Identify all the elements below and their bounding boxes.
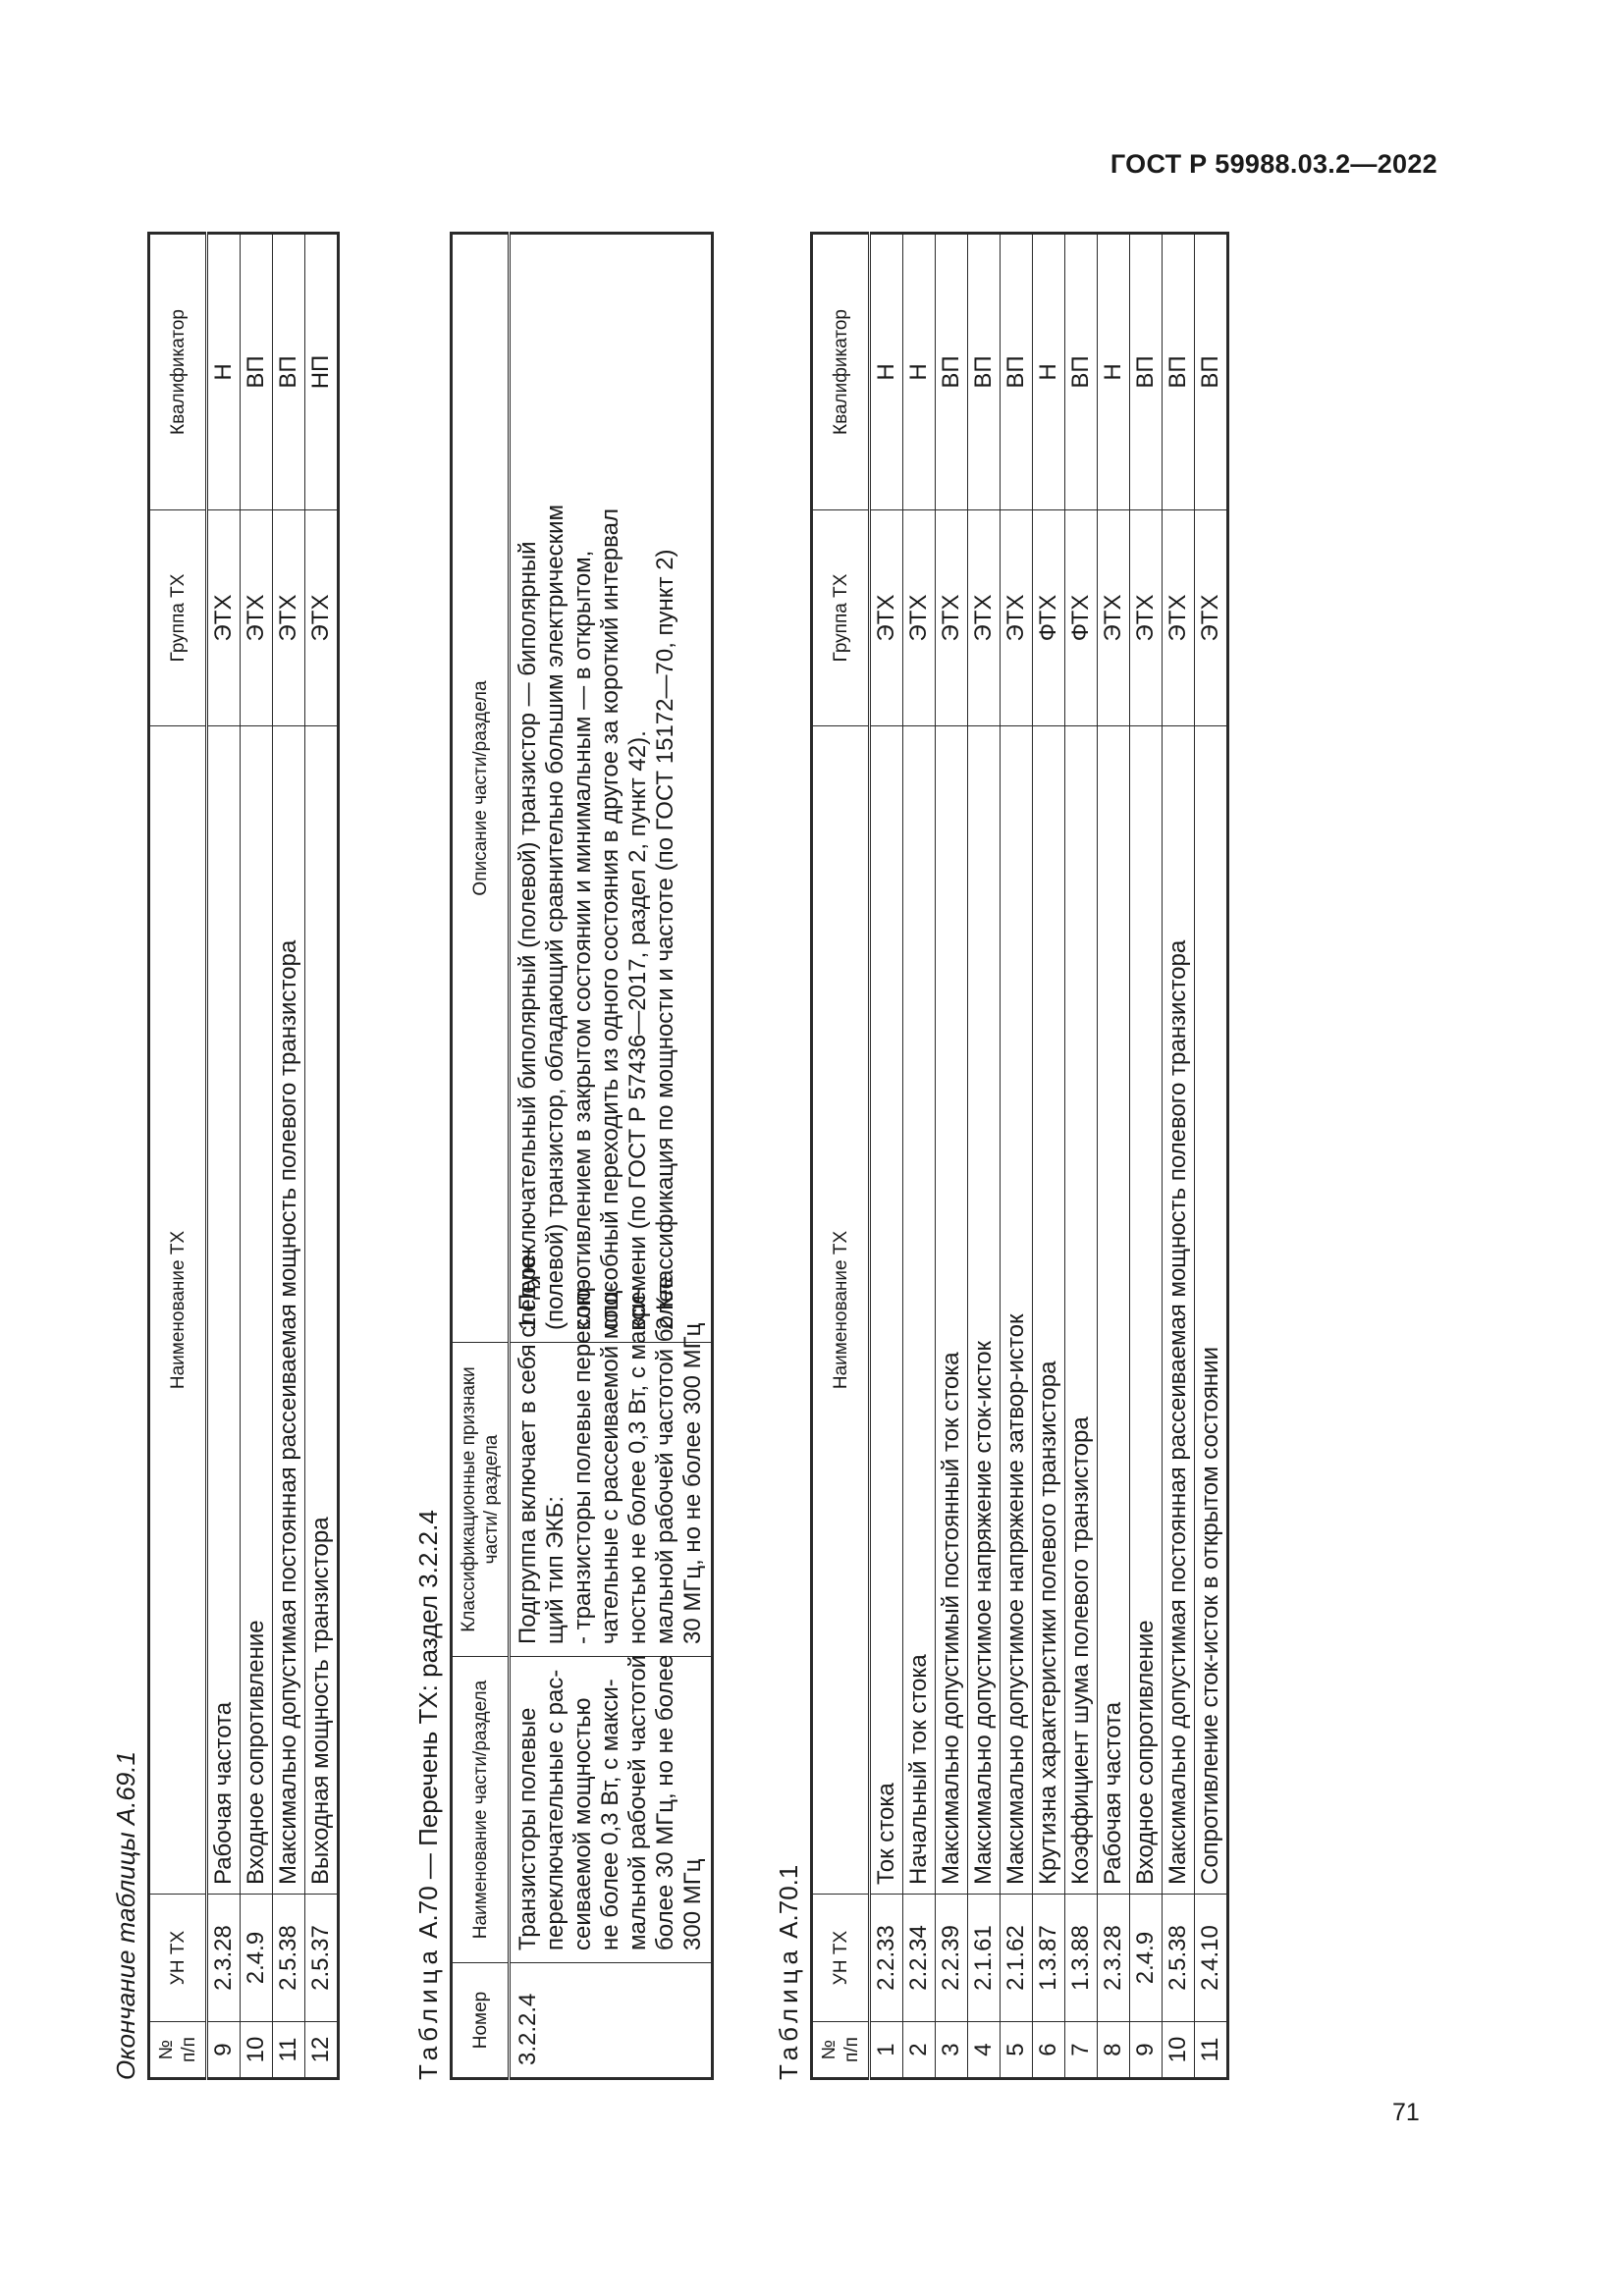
table-a70-1-caption: Таблица А.70.1 <box>774 1864 803 2080</box>
cell-group: ЭТХ <box>241 510 273 726</box>
text-line: 1 Переключательный биполярный (полевой) транзистор — биполярный <box>514 541 541 1330</box>
cell-qualifier: ВП <box>241 234 273 510</box>
text-line: 2 Классификация по мощности и частоте (по ГОСТ 15172—70, пункт 2) <box>652 549 678 1330</box>
column-header: УН ТХ <box>149 1895 207 2022</box>
cell-qualifier: ВП <box>1163 234 1195 510</box>
table-row <box>1065 234 1098 2079</box>
cell-name: Рабочая частота <box>1098 726 1130 1895</box>
text-line: сопротивлением в закрытом состоянии и минимальным — в открытом, <box>569 550 596 1330</box>
column-header: Наименование части/раздела <box>452 1657 510 1963</box>
column-header: Описание части/раздела <box>452 234 510 1343</box>
cell-code: 1.3.88 <box>1065 1895 1098 2022</box>
cell-qualifier: Н <box>903 234 936 510</box>
cell-criteria <box>510 1248 713 1657</box>
cell-group: ЭТХ <box>1163 510 1195 726</box>
cell-name: Выходная мощность транзистора <box>305 726 339 1895</box>
text-line: - транзисторы полевые переклю- <box>569 1280 596 1644</box>
cell-description <box>510 234 713 1343</box>
cell-group: ЭТХ <box>1098 510 1130 726</box>
column-header: Номер <box>452 1963 510 2079</box>
cell-index: 11 <box>1195 2022 1228 2079</box>
table-row <box>207 234 241 2079</box>
table-a70-1-block <box>773 232 1229 2080</box>
cell-code: 2.4.9 <box>241 1895 273 2022</box>
cell-group: ЭТХ <box>1001 510 1033 726</box>
cell-code: 2.3.28 <box>1098 1895 1130 2022</box>
cell-code: 2.2.39 <box>936 1895 968 2022</box>
text-line: 300 МГц <box>679 1858 706 1950</box>
cell-name: Максимально допустимая постоянная рассеиваемая мощность полевого транзистора <box>1163 726 1195 1895</box>
column-header: № п/п <box>149 2022 207 2079</box>
cell-code: 2.1.62 <box>1001 1895 1033 2022</box>
column-header: № п/п <box>812 2022 870 2079</box>
text-line: способный переходить из одного состояния в другое за короткий интервал <box>597 508 623 1330</box>
cell-name: Коэффициент шума полевого транзистора <box>1065 726 1098 1895</box>
cell-index: 3 <box>936 2022 968 2079</box>
cell-name: Входное сопротивление <box>1130 726 1163 1895</box>
table-a70-block <box>412 232 714 2080</box>
table-row <box>305 234 339 2079</box>
text-line: щий тип ЭКБ: <box>542 1496 568 1644</box>
text-line: Подгруппа включает в себя следую- <box>514 1248 541 1644</box>
cell-code: 1.3.87 <box>1033 1895 1065 2022</box>
table-header-row <box>452 234 510 2079</box>
table-row <box>273 234 305 2079</box>
cell-code: 2.4.9 <box>1130 1895 1163 2022</box>
text-line: времени (по ГОСТ Р 57436—2017, раздел 2, пункт 42). <box>624 730 651 1330</box>
table-header-row <box>149 234 207 2079</box>
cell-index: 11 <box>273 2022 305 2079</box>
cell-number: 3.2.2.4 <box>510 1963 713 2079</box>
column-header: Квалификатор <box>812 234 870 510</box>
text-line: более 30 МГц, но не более <box>652 1654 678 1950</box>
cell-group: ЭТХ <box>207 510 241 726</box>
cell-name: Начальный ток стока <box>903 726 936 1895</box>
cell-name: Ток стока <box>870 726 903 1895</box>
cell-qualifier: Н <box>207 234 241 510</box>
cell-name: Максимально допустимое напряжение затвор-исток <box>1001 726 1033 1895</box>
cell-index: 10 <box>1163 2022 1195 2079</box>
table-row <box>1195 234 1228 2079</box>
cell-qualifier: ВП <box>1065 234 1098 510</box>
cell-group: ЭТХ <box>968 510 1001 726</box>
column-header: Группа ТХ <box>812 510 870 726</box>
cell-group: ЭТХ <box>273 510 305 726</box>
cell-name: Входное сопротивление <box>241 726 273 1895</box>
cell-code: 2.5.38 <box>1163 1895 1195 2022</box>
cell-group: ЭТХ <box>936 510 968 726</box>
cell-code: 2.2.34 <box>903 1895 936 2022</box>
table-row <box>870 234 903 2079</box>
table-a70-caption: Таблица А.70 — Перечень ТХ: раздел 3.2.2.4 <box>413 1510 443 2080</box>
cell-qualifier: ВП <box>1195 234 1228 510</box>
column-header: Наименование ТХ <box>149 726 207 1895</box>
table-row <box>1163 234 1195 2079</box>
table-row <box>1001 234 1033 2079</box>
table-row <box>1098 234 1130 2079</box>
cell-code: 2.2.33 <box>870 1895 903 2022</box>
cell-index: 5 <box>1001 2022 1033 2079</box>
table-row <box>1130 234 1163 2079</box>
cell-index: 2 <box>903 2022 936 2079</box>
cell-index: 8 <box>1098 2022 1130 2079</box>
text-line: мальной рабочей частотой <box>624 1654 651 1950</box>
cell-name: Рабочая частота <box>207 726 241 1895</box>
cell-code: 2.4.10 <box>1195 1895 1228 2022</box>
cell-index: 12 <box>305 2022 339 2079</box>
text-line: Транзисторы полевые <box>514 1707 541 1950</box>
cell-name: Максимально допустимая постоянная рассеиваемая мощность полевого транзистора <box>273 726 305 1895</box>
column-header: Наименование ТХ <box>812 726 870 1895</box>
cell-qualifier: НП <box>305 234 339 510</box>
cell-index: 7 <box>1065 2022 1098 2079</box>
table-row <box>241 234 273 2079</box>
cell-qualifier: ВП <box>968 234 1001 510</box>
table-header-row <box>812 234 870 2079</box>
cell-qualifier: Н <box>1033 234 1065 510</box>
table-row <box>936 234 968 2079</box>
text-line: мальной рабочей частотой более <box>652 1275 678 1644</box>
cell-index: 6 <box>1033 2022 1065 2079</box>
table-a69-1-block <box>110 232 340 2080</box>
cell-code: 2.5.37 <box>305 1895 339 2022</box>
cell-group: ЭТХ <box>1195 510 1228 726</box>
cell-name: Крутизна характеристики полевого транзистора <box>1033 726 1065 1895</box>
cell-code: 2.5.38 <box>273 1895 305 2022</box>
cell-code: 2.3.28 <box>207 1895 241 2022</box>
table-a70 <box>450 232 714 2080</box>
cell-name: Сопротивление сток-исток в открытом состоянии <box>1195 726 1228 1895</box>
cell-index: 4 <box>968 2022 1001 2079</box>
column-header: Квалификатор <box>149 234 207 510</box>
cell-qualifier: Н <box>1098 234 1130 510</box>
text-line: ностью не более 0,3 Вт, с макси- <box>624 1287 651 1644</box>
cell-qualifier: Н <box>870 234 903 510</box>
cell-group: ФТХ <box>1033 510 1065 726</box>
cell-index: 9 <box>1130 2022 1163 2079</box>
page-number: 71 <box>1392 2099 1420 2126</box>
cell-group: ФТХ <box>1065 510 1098 726</box>
cell-qualifier: ВП <box>936 234 968 510</box>
cell-name <box>510 1654 713 1963</box>
cell-group: ЭТХ <box>870 510 903 726</box>
text-line: сеиваемой мощностью <box>569 1697 596 1950</box>
column-header: Группа ТХ <box>149 510 207 726</box>
column-header: УН ТХ <box>812 1895 870 2022</box>
table-row <box>1033 234 1065 2079</box>
cell-qualifier: ВП <box>1001 234 1033 510</box>
text-line: чательные с рассеиваемой мощ- <box>597 1282 623 1644</box>
cell-group: ЭТХ <box>903 510 936 726</box>
cell-code: 2.1.61 <box>968 1895 1001 2022</box>
standard-id: ГОСТ Р 59988.03.2—2022 <box>1110 149 1437 179</box>
text-line: (полевой) транзистор, обладающий сравнительно большим электрическим <box>542 504 568 1330</box>
text-line: 30 МГц, но не более 300 МГц <box>679 1322 706 1644</box>
cell-group: ЭТХ <box>305 510 339 726</box>
table-a69-1 <box>147 232 340 2080</box>
cell-qualifier: ВП <box>273 234 305 510</box>
cell-name: Максимально допустимое напряжение сток-исток <box>968 726 1001 1895</box>
cell-index: 9 <box>207 2022 241 2079</box>
cell-index: 10 <box>241 2022 273 2079</box>
cell-name: Максимально допустимый постоянный ток стока <box>936 726 968 1895</box>
table-a69-1-caption: Окончание таблицы А.69.1 <box>111 1750 140 2080</box>
cell-index: 1 <box>870 2022 903 2079</box>
table-row <box>968 234 1001 2079</box>
table-row <box>903 234 936 2079</box>
cell-group: ЭТХ <box>1130 510 1163 726</box>
text-line: не более 0,3 Вт, с макси- <box>597 1679 623 1950</box>
table-a70-1 <box>810 232 1229 2080</box>
column-header: Классификационные признаки части/ раздела <box>452 1343 510 1657</box>
cell-qualifier: ВП <box>1130 234 1163 510</box>
table-row <box>510 234 713 2079</box>
text-line: переключательные с рас- <box>542 1669 568 1950</box>
